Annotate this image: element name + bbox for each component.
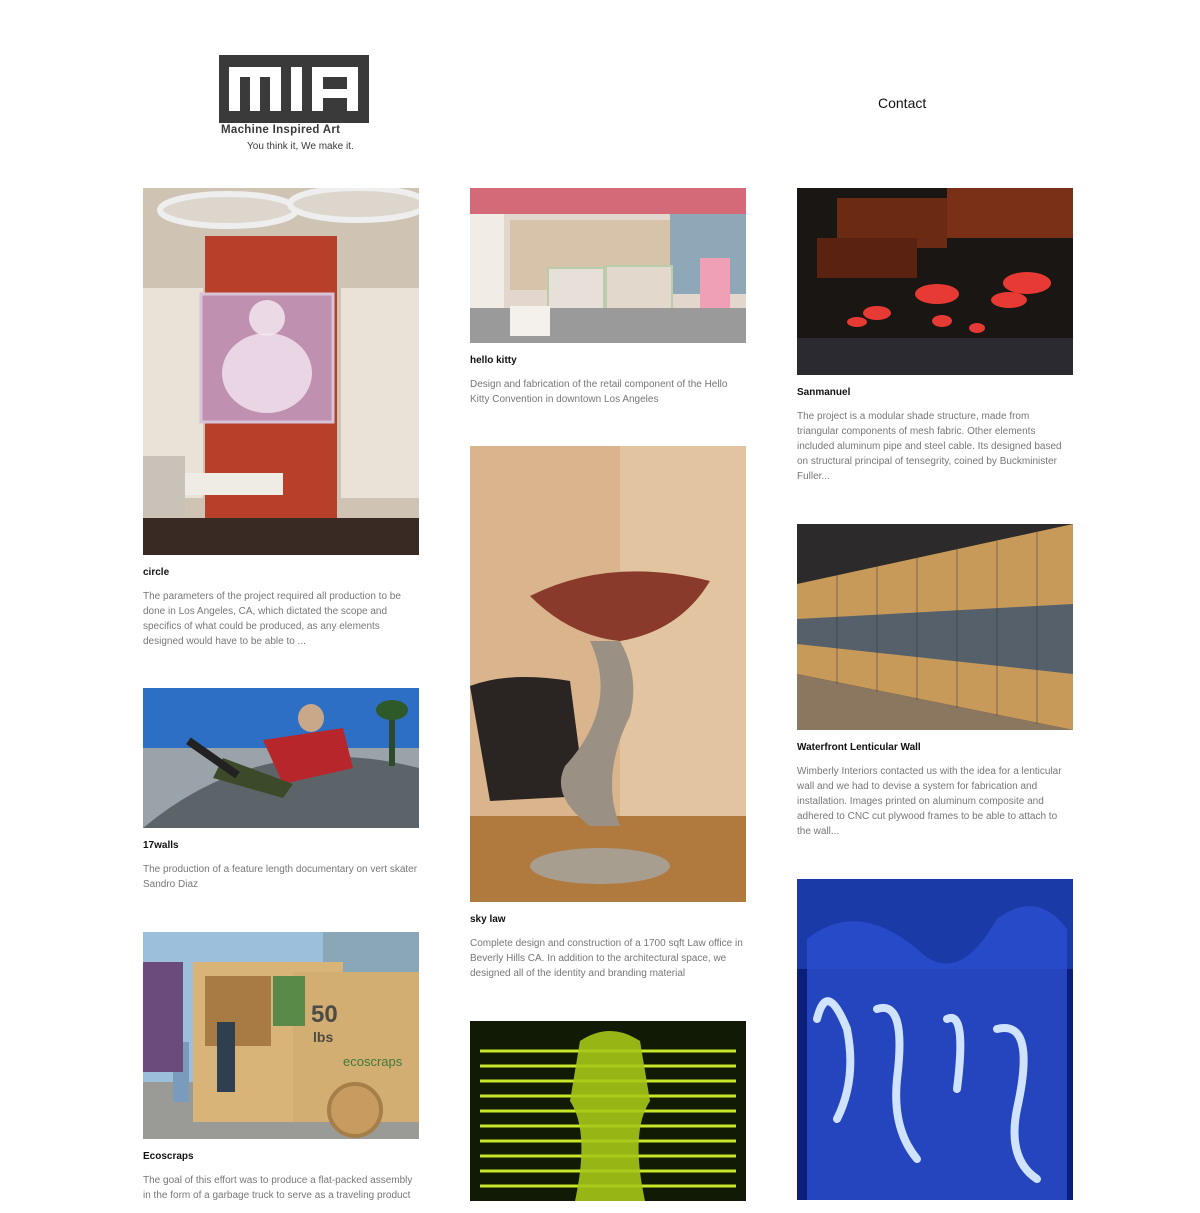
project-image-sky-law[interactable]: [470, 446, 746, 902]
ecoscraps-sign-unit: lbs: [313, 1029, 334, 1045]
project-title[interactable]: sky law: [470, 914, 506, 925]
project-card-17walls: [143, 688, 419, 892]
project-image-circle[interactable]: [143, 188, 419, 555]
project-card-circle: [143, 188, 419, 649]
project-description: The parameters of the project required all production to be done in Los Angeles, CA, which dictated the scope and specifics of what could be produced, as any elements designed would have to be able to ...: [143, 591, 401, 647]
project-description: Design and fabrication of the retail component of the Hello Kitty Convention in downtown Los Angeles: [470, 379, 728, 405]
project-card-neon-figure: [470, 1021, 746, 1213]
ecoscraps-sign-number: 50: [311, 1001, 338, 1028]
project-description: The project is a modular shade structure, made from triangular components of mesh fabric. Other elements included aluminum pipe and steel cable. Its designed based on structural principal of tensegrity, coined by Buckminister Fuller...: [797, 411, 1062, 482]
project-image-ecoscraps[interactable]: [143, 932, 419, 1139]
project-card-waterfront: [797, 524, 1073, 839]
project-image-hello-kitty[interactable]: [470, 188, 746, 343]
logo-mark: [219, 55, 369, 123]
project-card-sanmanuel: [797, 188, 1073, 484]
project-image-waterfront[interactable]: [797, 524, 1073, 730]
project-card-sky-law: [470, 446, 746, 981]
project-card-hello-kitty: [470, 188, 746, 407]
project-title[interactable]: circle: [143, 567, 170, 578]
project-title[interactable]: 17walls: [143, 840, 179, 851]
logo-mia-glyphs: [219, 55, 369, 123]
ecoscraps-sign-brand: ecoscraps: [343, 1054, 403, 1069]
project-image-neon-figure[interactable]: [470, 1021, 746, 1201]
project-description: Wimberly Interiors contacted us with the idea for a lenticular wall and we had to devise a system for fabrication and installation. Images printed on aluminum composite and adhered to CNC cut plywood frames to be able to attach to the wall...: [797, 766, 1062, 837]
project-image-sanmanuel[interactable]: [797, 188, 1073, 375]
project-description: The production of a feature length documentary on vert skater Sandro Diaz: [143, 864, 418, 890]
project-description: The goal of this effort was to produce a flat-packed assembly in the form of a garbage truck to serve as a traveling product: [143, 1175, 413, 1201]
project-title[interactable]: Waterfront Lenticular Wall: [797, 742, 921, 753]
project-description: Complete design and construction of a 1700 sqft Law office in Beverly Hills CA. In addition to the architectural space, we designed all of the identity and branding material: [470, 938, 743, 979]
project-title[interactable]: Sanmanuel: [797, 387, 851, 398]
project-card-neon-sign: [797, 879, 1073, 1212]
project-image-neon-sign[interactable]: [797, 879, 1073, 1200]
project-image-17walls[interactable]: [143, 688, 419, 828]
site-logo[interactable]: [219, 55, 379, 155]
project-card-ecoscraps: [143, 932, 419, 1203]
logo-tagline: You think it, We make it.: [247, 141, 354, 152]
project-title[interactable]: Ecoscraps: [143, 1151, 194, 1162]
nav-contact-link[interactable]: Contact: [878, 95, 927, 111]
project-title[interactable]: hello kitty: [470, 355, 517, 366]
logo-brand-name: Machine Inspired Art: [221, 124, 341, 136]
